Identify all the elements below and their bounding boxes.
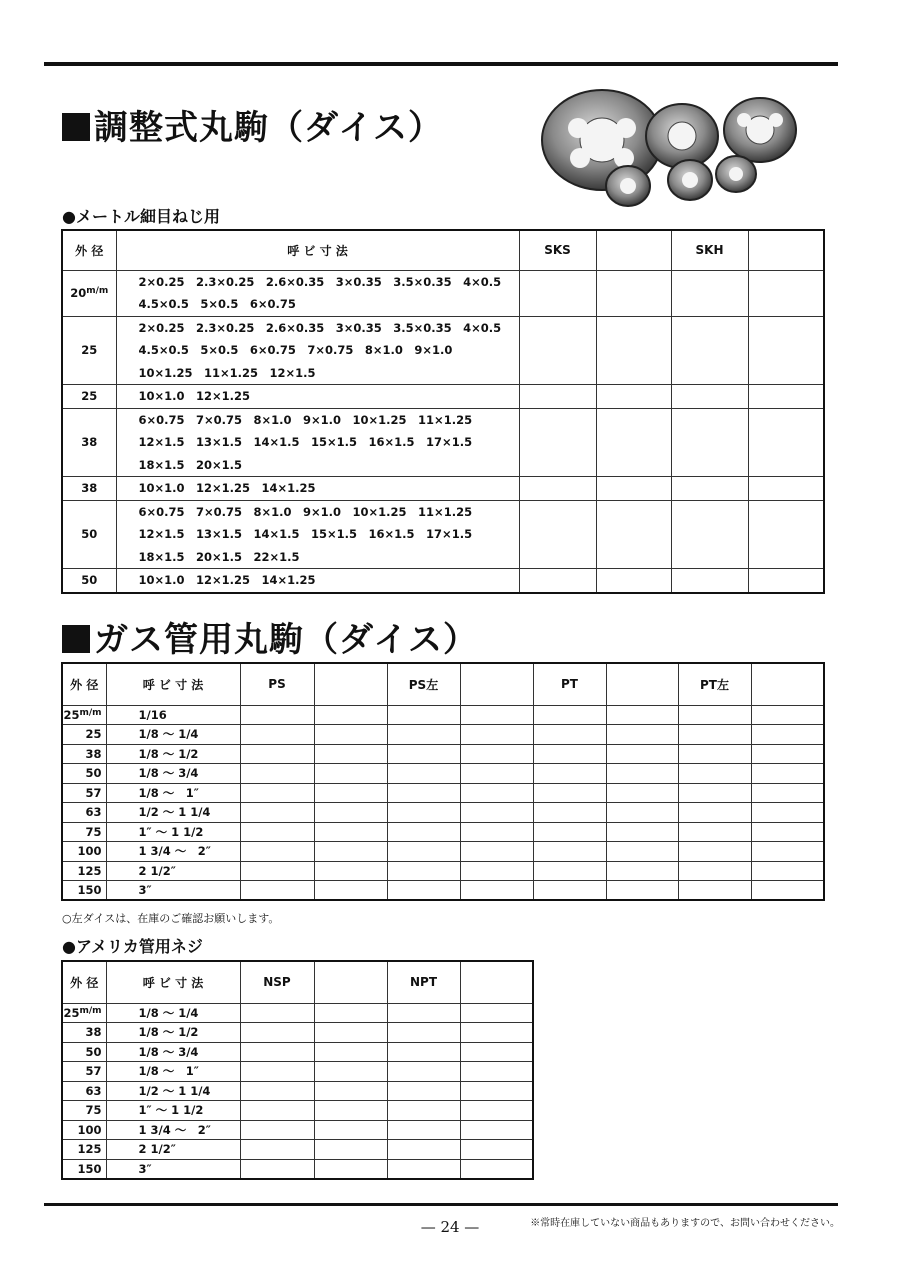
od-cell: 38 [62, 1023, 106, 1043]
header-col-3 [460, 663, 533, 705]
empty-cell [387, 764, 460, 784]
empty-cell [596, 477, 671, 501]
table-header-row [62, 663, 824, 705]
empty-cell [240, 1042, 314, 1062]
header-col-1 [314, 663, 387, 705]
header-skh: SKH [671, 230, 748, 270]
gas-pipe-die-table [61, 662, 825, 901]
metric-fine-thread-table [61, 229, 825, 594]
od-cell: 75 [62, 1101, 106, 1121]
empty-cell [606, 783, 678, 803]
empty-cell [596, 569, 671, 593]
size-line: 18×1.5 20×1.5 22×1.5 [138, 549, 300, 564]
size-cell: 1/8 ～ 1/2 [106, 744, 240, 764]
empty-cell [748, 385, 824, 409]
empty-cell [314, 1081, 387, 1101]
table-row [62, 1159, 533, 1179]
empty-cell [533, 725, 606, 745]
empty-cell [240, 1159, 314, 1179]
table-row [62, 744, 824, 764]
empty-cell [606, 842, 678, 862]
empty-cell [460, 1062, 533, 1082]
od-cell: 100 [62, 842, 106, 862]
header-sks: SKS [519, 230, 596, 270]
table-row [62, 822, 824, 842]
empty-cell [460, 725, 533, 745]
table-row [62, 881, 824, 901]
empty-cell [240, 1062, 314, 1082]
empty-cell [460, 705, 533, 725]
empty-cell [751, 705, 824, 725]
size-line: 12×1.5 13×1.5 14×1.5 15×1.5 16×1.5 17×1.5 [138, 435, 473, 449]
empty-cell [606, 725, 678, 745]
size-line: 18×1.5 20×1.5 [138, 457, 243, 472]
table-row [62, 1042, 533, 1062]
size-cell [116, 408, 519, 477]
size-cell: 1″ ～ 1 1/2 [106, 822, 240, 842]
empty-cell [606, 803, 678, 823]
header-size: 呼 ビ 寸 法 [106, 961, 240, 1003]
empty-cell [519, 408, 596, 477]
empty-cell [678, 881, 751, 901]
size-cell: 1/8 ～ 1″ [106, 783, 240, 803]
size-line: 6×0.75 7×0.75 8×1.0 9×1.0 10×1.25 11×1.25 [138, 412, 473, 427]
empty-cell [460, 1101, 533, 1121]
size-cell: 1/8 ～ 1/4 [106, 725, 240, 745]
size-cell: 3″ [106, 881, 240, 901]
size-line: 4.5×0.5 5×0.5 6×0.75 7×0.75 8×1.0 9×1.0 [138, 343, 453, 357]
od-cell: $25^{m/m}$ [62, 1003, 106, 1023]
empty-cell [460, 861, 533, 881]
size-cell: 1/2 ～ 1 1/4 [106, 1081, 240, 1101]
header-col-0: PS [240, 663, 314, 705]
od-cell: 125 [62, 861, 106, 881]
empty-cell [240, 1120, 314, 1140]
empty-cell [533, 881, 606, 901]
od-cell: 25 [62, 385, 116, 409]
header-col-0: NSP [240, 961, 314, 1003]
table-row [62, 1062, 533, 1082]
header-size: 呼 ビ 寸 法 [116, 230, 519, 270]
empty-cell [533, 822, 606, 842]
size-line: 4.5×0.5 5×0.5 6×0.75 [138, 297, 296, 311]
empty-cell [519, 500, 596, 569]
empty-cell [533, 705, 606, 725]
header-col-6: PT左 [678, 663, 751, 705]
empty-cell [387, 861, 460, 881]
empty-cell [533, 842, 606, 862]
size-cell: 2 1/2″ [106, 861, 240, 881]
die-product-photo [540, 88, 830, 213]
size-cell [116, 385, 519, 409]
empty-cell [751, 783, 824, 803]
empty-cell [240, 1003, 314, 1023]
empty-cell [596, 385, 671, 409]
empty-cell [519, 385, 596, 409]
empty-cell [751, 881, 824, 901]
od-cell: 25 [62, 725, 106, 745]
table-row [62, 1081, 533, 1101]
empty-cell [519, 569, 596, 593]
table-row [62, 1101, 533, 1121]
od-cell: 38 [62, 477, 116, 501]
empty-cell [671, 408, 748, 477]
empty-cell [748, 270, 824, 316]
empty-cell [596, 316, 671, 385]
empty-cell [314, 1101, 387, 1121]
empty-cell [240, 861, 314, 881]
size-cell: 1/8 ～ 3/4 [106, 1042, 240, 1062]
table-row [62, 316, 824, 385]
empty-cell [314, 705, 387, 725]
empty-cell [606, 744, 678, 764]
empty-cell [387, 783, 460, 803]
empty-cell [751, 803, 824, 823]
empty-cell [460, 842, 533, 862]
empty-cell [314, 1120, 387, 1140]
empty-cell [387, 881, 460, 901]
header-size: 呼 ビ 寸 法 [106, 663, 240, 705]
empty-cell [671, 477, 748, 501]
empty-cell [748, 500, 824, 569]
size-cell: 2 1/2″ [106, 1140, 240, 1160]
empty-cell [606, 861, 678, 881]
size-line: 2×0.25 2.3×0.25 2.6×0.35 3×0.35 3.5×0.35 4×0.5 [138, 274, 502, 289]
page-number: — 24 — [420, 1218, 480, 1236]
empty-cell [751, 764, 824, 784]
table-row [62, 783, 824, 803]
section1-subheading: ●メートル細目ねじ用 [62, 207, 220, 226]
empty-cell [533, 744, 606, 764]
empty-cell [606, 705, 678, 725]
empty-cell [240, 1023, 314, 1043]
empty-cell [596, 408, 671, 477]
empty-cell [678, 803, 751, 823]
size-line: 10×1.0 12×1.25 [138, 389, 251, 403]
empty-cell [387, 822, 460, 842]
header-col-3 [460, 961, 533, 1003]
empty-cell [387, 1159, 460, 1179]
header-blank-2 [748, 230, 824, 270]
size-cell [116, 500, 519, 569]
empty-cell [671, 385, 748, 409]
empty-cell [240, 822, 314, 842]
empty-cell [240, 803, 314, 823]
table-row [62, 842, 824, 862]
header-col-7 [751, 663, 824, 705]
empty-cell [533, 764, 606, 784]
size-cell [116, 270, 519, 316]
empty-cell [751, 842, 824, 862]
empty-cell [460, 783, 533, 803]
empty-cell [751, 725, 824, 745]
empty-cell [678, 764, 751, 784]
empty-cell [314, 744, 387, 764]
empty-cell [387, 744, 460, 764]
empty-cell [240, 725, 314, 745]
empty-cell [387, 1003, 460, 1023]
size-line: 2×0.25 2.3×0.25 2.6×0.35 3×0.35 3.5×0.35 4×0.5 [138, 320, 502, 335]
black-square-icon [62, 625, 90, 653]
size-cell: 1 3/4 ～ 2″ [106, 842, 240, 862]
section1-title: 調整式丸駒（ダイス） [62, 100, 443, 149]
empty-cell [460, 1081, 533, 1101]
empty-cell [314, 764, 387, 784]
empty-cell [751, 744, 824, 764]
empty-cell [671, 270, 748, 316]
table-row [62, 861, 824, 881]
empty-cell [387, 1101, 460, 1121]
size-cell: 1/8 ～ 3/4 [106, 764, 240, 784]
empty-cell [240, 1140, 314, 1160]
empty-cell [678, 705, 751, 725]
empty-cell [240, 783, 314, 803]
empty-cell [460, 1120, 533, 1140]
od-cell: 150 [62, 1159, 106, 1179]
size-cell: 1/8 ～ 1/4 [106, 1003, 240, 1023]
table-row [62, 1003, 533, 1023]
section2-title: ガス管用丸駒（ダイス） [62, 612, 478, 661]
unit-label: m/m [86, 286, 109, 296]
empty-cell [678, 725, 751, 745]
empty-cell [314, 1023, 387, 1043]
size-line: 10×1.0 12×1.25 14×1.25 [138, 481, 316, 495]
table-row [62, 1120, 533, 1140]
size-cell: 1″ ～ 1 1/2 [106, 1101, 240, 1121]
empty-cell [533, 783, 606, 803]
empty-cell [240, 1101, 314, 1121]
empty-cell [678, 861, 751, 881]
table-row [62, 803, 824, 823]
empty-cell [240, 705, 314, 725]
size-line: 10×1.0 12×1.25 14×1.25 [138, 573, 316, 587]
unit-label: m/m [79, 1005, 102, 1016]
empty-cell [678, 744, 751, 764]
empty-cell [533, 803, 606, 823]
empty-cell [240, 842, 314, 862]
od-cell: 57 [62, 783, 106, 803]
od-cell: 125 [62, 1140, 106, 1160]
empty-cell [314, 861, 387, 881]
od-cell: 57 [62, 1062, 106, 1082]
table-header-row [62, 230, 824, 270]
unit-label: m/m [79, 707, 102, 718]
od-cell: 38 [62, 408, 116, 477]
empty-cell [387, 803, 460, 823]
empty-cell [387, 1042, 460, 1062]
empty-cell [671, 500, 748, 569]
od-cell: 75 [62, 822, 106, 842]
empty-cell [314, 803, 387, 823]
od-cell: 150 [62, 881, 106, 901]
table-row [62, 408, 824, 477]
empty-cell [519, 270, 596, 316]
table-row [62, 1140, 533, 1160]
header-od: 外 径 [62, 663, 106, 705]
empty-cell [671, 569, 748, 593]
empty-cell [240, 744, 314, 764]
table-row [62, 270, 824, 316]
empty-cell [387, 1062, 460, 1082]
empty-cell [678, 842, 751, 862]
empty-cell [314, 822, 387, 842]
size-cell: 1/8 ～ 1″ [106, 1062, 240, 1082]
empty-cell [387, 842, 460, 862]
od-cell: 50 [62, 1042, 106, 1062]
empty-cell [460, 764, 533, 784]
empty-cell [314, 1140, 387, 1160]
empty-cell [314, 1003, 387, 1023]
size-line: 6×0.75 7×0.75 8×1.0 9×1.0 10×1.25 11×1.25 [138, 504, 473, 519]
empty-cell [314, 1159, 387, 1179]
empty-cell [240, 1081, 314, 1101]
od-cell: 100 [62, 1120, 106, 1140]
size-cell [116, 477, 519, 501]
empty-cell [751, 861, 824, 881]
empty-cell [748, 316, 824, 385]
table-row [62, 385, 824, 409]
empty-cell [387, 725, 460, 745]
od-cell: 50 [62, 500, 116, 569]
empty-cell [748, 569, 824, 593]
empty-cell [460, 881, 533, 901]
od-cell: 38 [62, 744, 106, 764]
od-cell: 50 [62, 569, 116, 593]
empty-cell [240, 764, 314, 784]
header-od: 外 径 [62, 230, 116, 270]
empty-cell [519, 477, 596, 501]
empty-cell [596, 270, 671, 316]
empty-cell [533, 861, 606, 881]
footer-note: ※常時在庫していない商品もありますので、お問い合わせください。 [530, 1218, 840, 1229]
empty-cell [314, 881, 387, 901]
empty-cell [387, 1023, 460, 1043]
header-col-2: NPT [387, 961, 460, 1003]
empty-cell [387, 1120, 460, 1140]
empty-cell [606, 822, 678, 842]
size-cell: 1 3/4 ～ 2″ [106, 1120, 240, 1140]
header-col-2: PS左 [387, 663, 460, 705]
empty-cell [678, 822, 751, 842]
empty-cell [519, 316, 596, 385]
size-cell: 1/8 ～ 1/2 [106, 1023, 240, 1043]
empty-cell [314, 1062, 387, 1082]
empty-cell [387, 1081, 460, 1101]
size-cell: 1/2 ～ 1 1/4 [106, 803, 240, 823]
table-row [62, 705, 824, 725]
od-cell: $25^{m/m}$ [62, 705, 106, 725]
table-row [62, 477, 824, 501]
american-pipe-thread-table [61, 960, 534, 1180]
empty-cell [387, 705, 460, 725]
top-rule [44, 62, 838, 66]
empty-cell [751, 822, 824, 842]
table-header-row [62, 961, 533, 1003]
empty-cell [460, 1140, 533, 1160]
empty-cell [460, 1159, 533, 1179]
od-cell: 63 [62, 1081, 106, 1101]
table-row [62, 1023, 533, 1043]
empty-cell [460, 1003, 533, 1023]
header-col-5 [606, 663, 678, 705]
size-cell [116, 316, 519, 385]
section3-subheading: ●アメリカ管用ネジ [62, 937, 203, 956]
od-cell: $20^{m/m}$ [62, 270, 116, 316]
od-cell: 63 [62, 803, 106, 823]
empty-cell [314, 1042, 387, 1062]
empty-cell [314, 842, 387, 862]
black-square-icon [62, 113, 90, 141]
bottom-rule [44, 1203, 838, 1206]
header-col-1 [314, 961, 387, 1003]
size-cell [116, 569, 519, 593]
empty-cell [606, 881, 678, 901]
empty-cell [387, 1140, 460, 1160]
size-cell: 1/16 [106, 705, 240, 725]
empty-cell [240, 881, 314, 901]
od-cell: 25 [62, 316, 116, 385]
empty-cell [314, 725, 387, 745]
empty-cell [671, 316, 748, 385]
size-cell: 3″ [106, 1159, 240, 1179]
od-cell: 50 [62, 764, 106, 784]
header-od: 外 径 [62, 961, 106, 1003]
table-row [62, 725, 824, 745]
empty-cell [678, 783, 751, 803]
empty-cell [460, 803, 533, 823]
empty-cell [460, 744, 533, 764]
empty-cell [606, 764, 678, 784]
empty-cell [748, 477, 824, 501]
empty-cell [314, 783, 387, 803]
table-row [62, 569, 824, 593]
empty-cell [460, 1042, 533, 1062]
empty-cell [748, 408, 824, 477]
header-col-4: PT [533, 663, 606, 705]
empty-cell [460, 822, 533, 842]
empty-cell [596, 500, 671, 569]
left-die-note: ○左ダイスは、在庫のご確認お願いします。 [62, 912, 280, 925]
header-blank-1 [596, 230, 671, 270]
size-line: 12×1.5 13×1.5 14×1.5 15×1.5 16×1.5 17×1.5 [138, 527, 473, 541]
empty-cell [460, 1023, 533, 1043]
table-row [62, 500, 824, 569]
size-line: 10×1.25 11×1.25 12×1.5 [138, 365, 316, 380]
table-row [62, 764, 824, 784]
